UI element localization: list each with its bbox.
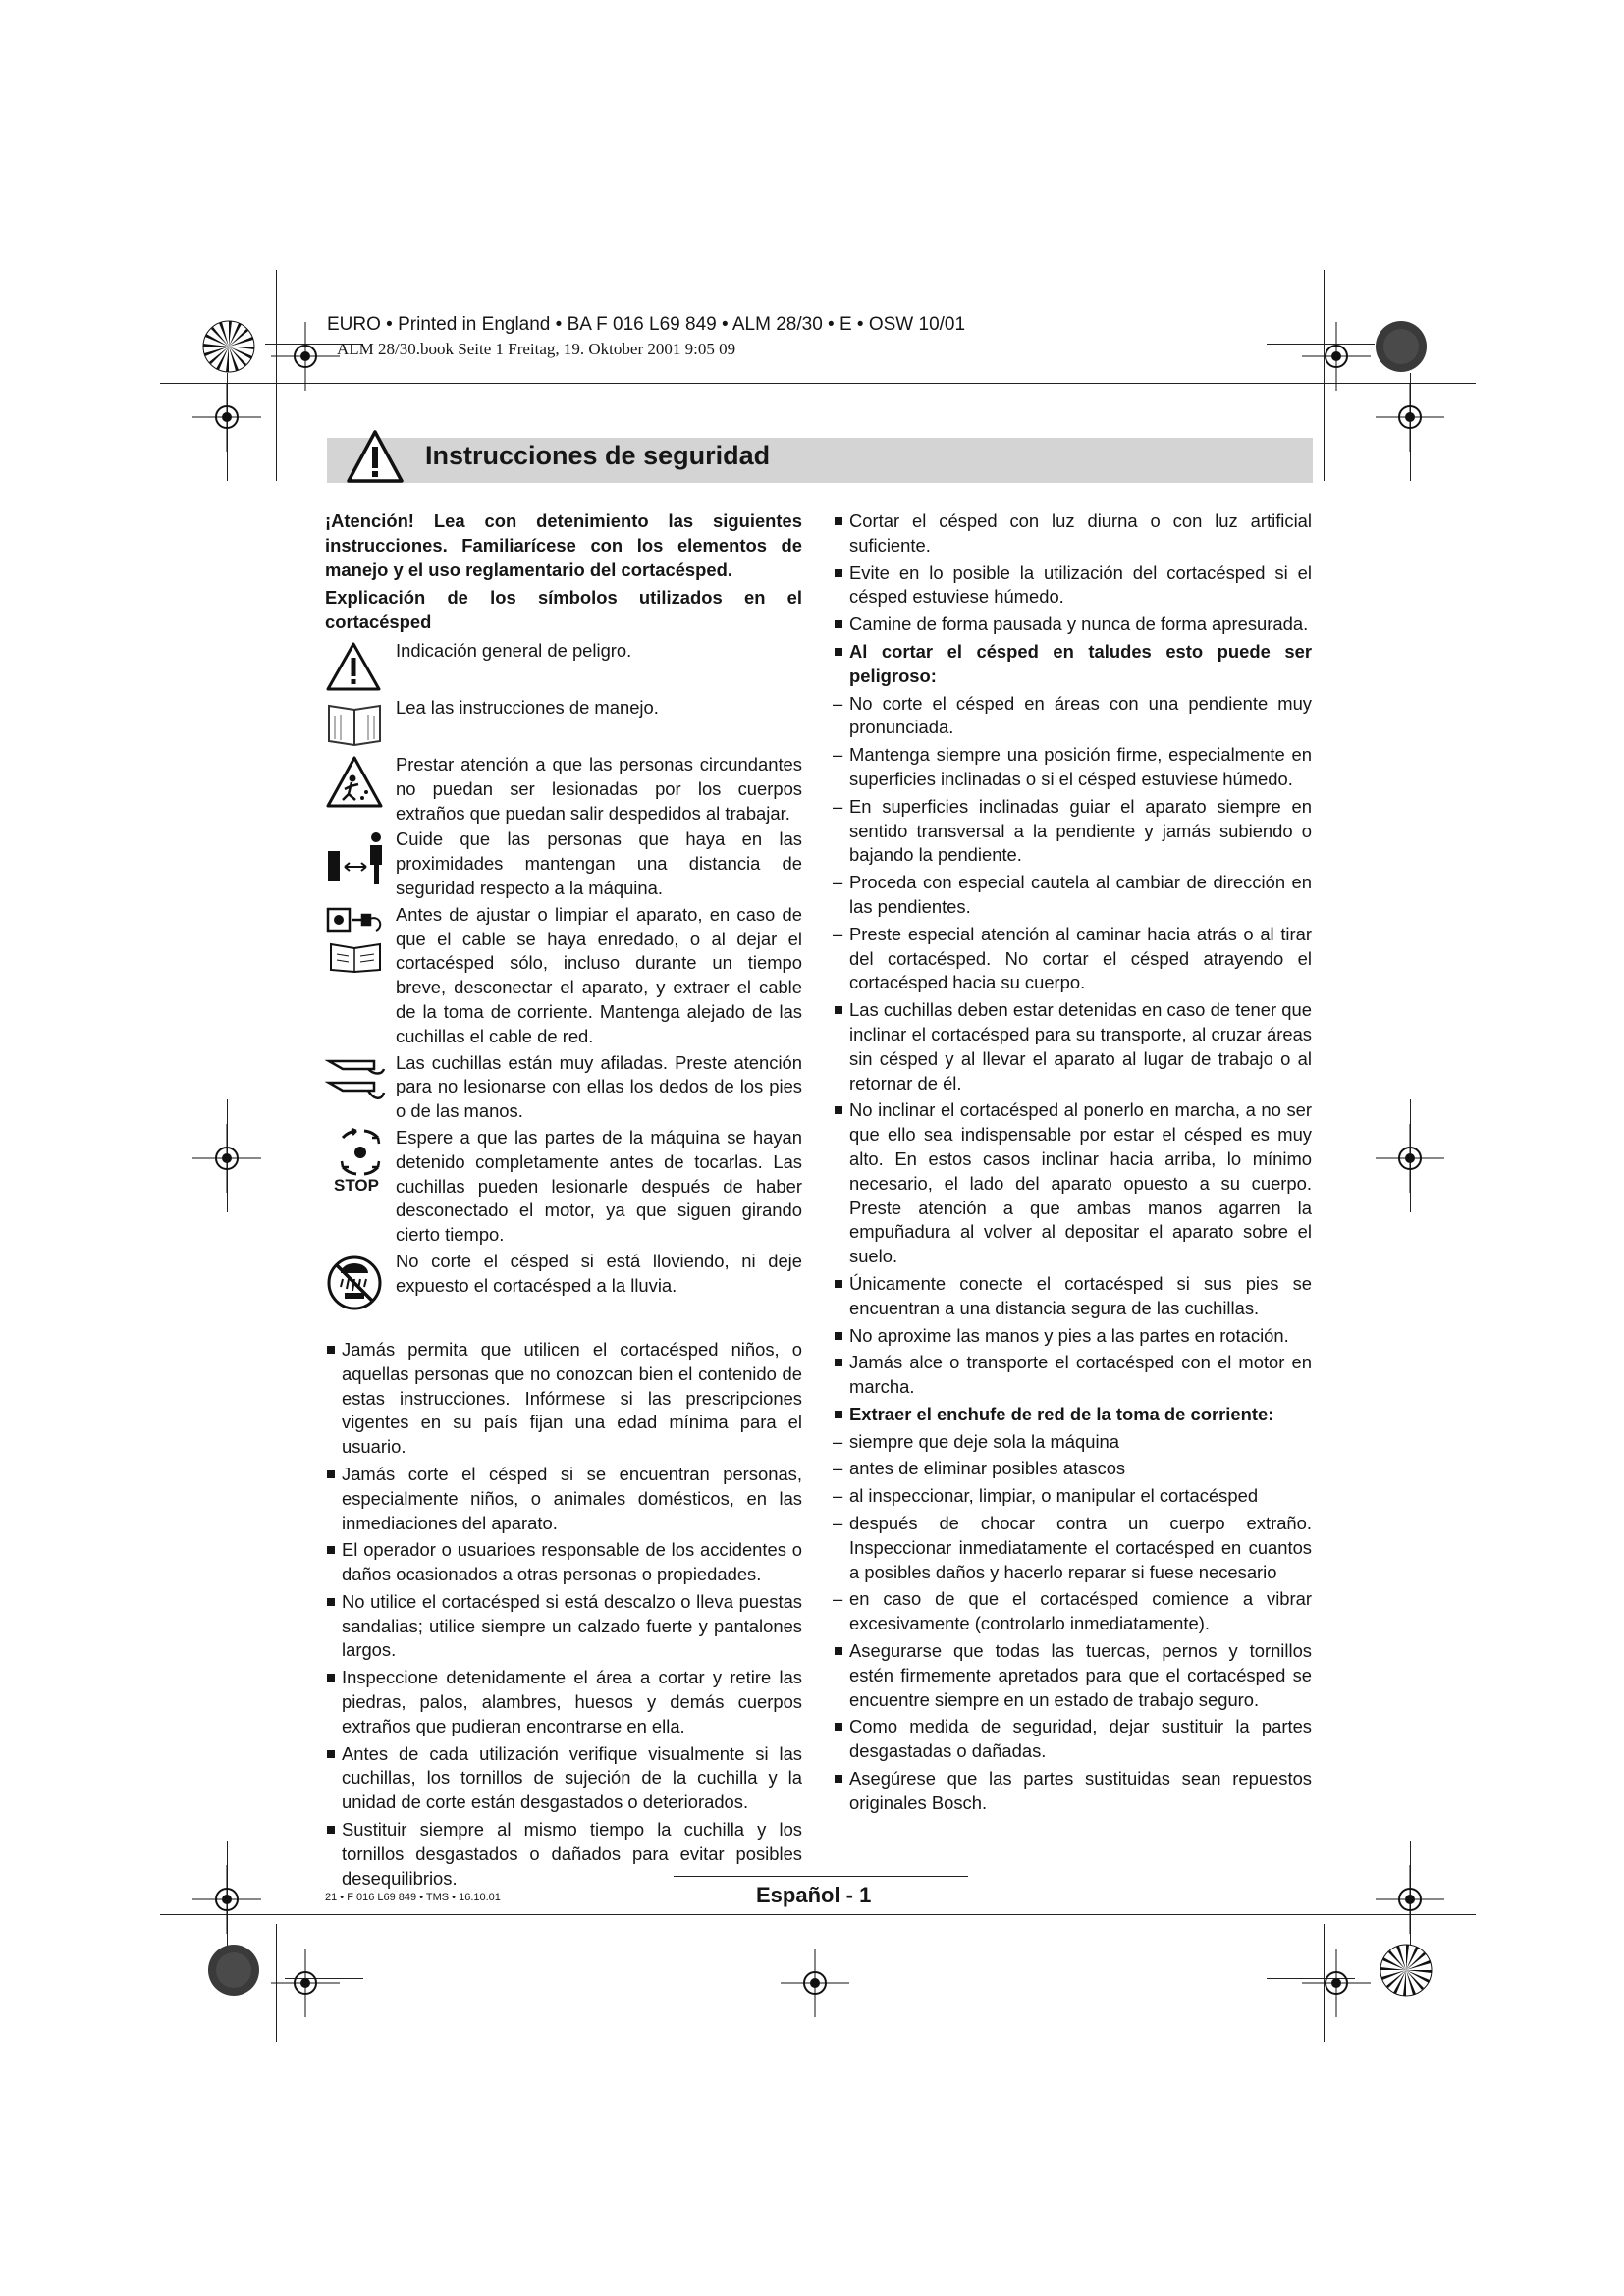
manual-book-icon [325,698,384,747]
registration-mark-icon [1376,383,1444,452]
symbol-entry [325,828,802,900]
plug-heading: Extraer el enchufe de red de la toma de corriente: [833,1403,1312,1427]
list-item: – en caso de que el cortacésped comience a vibrar excesivamente (controlarlo inmediatamente). [833,1587,1312,1636]
list-item: – En superficies inclinadas guiar el aparato siempre en sentido transversal a la pendiente y jamás subiendo o bajando la pendiente. [833,795,1312,868]
list-item: No utilice el cortacésped si está descalzo o lleva puestas sandalias; utilice siempre un calzado fuerte y pantalones largos. [325,1590,802,1663]
list-item: Camine de forma pausada y nunca de forma apresurada. [833,613,1312,637]
sharp-blades-icon [325,1053,388,1108]
crop-line-bottom [160,1914,1476,1915]
symbol-text: Antes de ajustar o limpiar el aparato, en caso de que el cable se haya enredado, o al dejar el cortacésped sólo, incluso durante un tiempo breve, desconectar el aparato, y extraer el cable de la toma de corriente. Mantenga alejado de las cuchillas el cable de red. [396,903,802,1046]
list-item: Únicamente conecte el cortacésped si sus pies se encuentran a una distancia segura de las cuchillas. [833,1272,1312,1321]
registration-mark-icon [1376,1865,1444,1934]
list-item: Asegúrese que las partes sustituidas sean repuestos originales Bosch. [833,1767,1312,1816]
symbol-text: Prestar atención a que las personas circundantes no puedan ser lesionadas por los cuerpos extraños que puedan salir despedidos al trabajar. [396,753,802,824]
list-item: No aproxime las manos y pies a las partes en rotación. [833,1324,1312,1349]
registration-mark-icon [781,1949,849,2017]
symbol-text: Lea las instrucciones de manejo. [396,696,659,718]
list-item: Evite en lo posible la utilización del cortacésped si el césped estuviese húmedo. [833,561,1312,611]
list-item: Como medida de seguridad, dejar sustituir la partes desgastadas o dañadas. [833,1715,1312,1764]
left-column [325,509,802,1894]
list-item: Inspeccione detenidamente el área a cortar y retire las piedras, palos, alambres, huesos y demás cuerpos extraños que pudieran encontrarse en ella. [325,1666,802,1738]
symbol-entry [325,1051,802,1124]
list-item: Las cuchillas deben estar detenidas en caso de tener que inclinar el cortacésped para su transporte, al cruzar áreas sin césped y al llevar el aparato al lugar de trabajo o al retornar de él. [833,998,1312,1095]
list-item: – al inspeccionar, limpiar, o manipular el cortacésped [833,1484,1312,1509]
list-item: – Preste especial atención al caminar hacia atrás o al tirar del cortacésped. No cortar el césped atrayendo el cortacésped hacia su cuerpo. [833,923,1312,995]
footer-rule [674,1876,968,1877]
symbol-entry [325,639,802,694]
symbol-text: Espere a que las partes de la máquina se hayan detenido completamente antes de tocarlas. Las cuchillas pueden lesionarle después de haber desconectado el motor, ya que siguen girando cierto tiempo. [396,1126,802,1246]
no-rain-icon [325,1252,384,1310]
registration-mark-icon [1302,1949,1371,2017]
list-item: – Proceda con especial cautela al cambiar de dirección en las pendientes. [833,871,1312,920]
symbol-text: No corte el césped si está lloviendo, ni deje expuesto el cortacésped a la lluvia. [396,1250,802,1296]
registration-mark-icon [192,383,261,452]
warning-triangle-icon [346,429,405,484]
list-item: No inclinar el cortacésped al ponerlo en marcha, a no ser que ello sea indispensable por estar el césped es muy alto. En estos casos inclinar hacia arriba, lo mínimo necesario, el lado del aparato opuesto a su cuerpo. Preste atención a que ambas manos agarren la empuñadura al volver al depositar el aparato sobre el suelo. [833,1098,1312,1269]
warning-triangle-icon [325,641,382,692]
gray-target-icon [1375,320,1428,373]
page-number: Español - 1 [756,1883,872,1907]
list-item: – antes de eliminar posibles atascos [833,1457,1312,1481]
book-header-line: ALM 28/30.book Seite 1 Freitag, 19. Oktober 2001 9:05 09 [337,340,736,358]
stop-label: STOP [334,1175,379,1195]
star-target-icon [202,320,255,373]
safe-distance-icon [325,829,388,888]
list-item: El operador o usuarioes responsable de los accidentes o daños ocasionados a otras personas o propiedades. [325,1538,802,1587]
symbols-heading: Explicación de los símbolos utilizados en el cortacésped [325,587,802,633]
right-column [833,509,1312,1819]
symbol-entry [325,1126,802,1248]
attention-text: ¡Atención! Lea con detenimiento las siguientes instrucciones. Familiarícese con los elementos de manejo y el uso reglamentario del cortacésped. [325,510,802,580]
symbol-entry [325,696,802,751]
list-item: – después de chocar contra un cuerpo extraño. Inspeccionar inmediatamente el cortacésped en cuantos a posibles daños y hacerlo reparar si fuese necesario [833,1512,1312,1584]
symbol-text: Las cuchillas están muy afiladas. Preste atención para no lesionarse con ellas los dedos de los pies o de las manos. [396,1051,802,1122]
list-item: – siempre que deje sola la máquina [833,1430,1312,1455]
symbol-entry [325,753,802,826]
list-item: – No corte el césped en áreas con una pendiente muy pronunciada. [833,692,1312,741]
stop-rotation-icon [333,1128,388,1177]
page-title: Instrucciones de seguridad [425,441,771,470]
list-item: Antes de cada utilización verifique visualmente si las cuchillas, los tornillos de sujeción de la cuchilla y la unidad de corte están desgastados o deteriorados. [325,1742,802,1815]
unplug-icon [325,905,388,974]
list-item: Jamás corte el césped si se encuentran personas, especialmente niños, o animales domésticos, en las inmediaciones del aparato. [325,1463,802,1535]
registration-mark-icon [192,1865,261,1934]
gray-target-icon [207,1944,260,1997]
symbol-entry [325,1250,802,1314]
registration-mark-icon [1376,1124,1444,1193]
symbol-text: Cuide que las personas que haya en las proximidades mantengan una distancia de seguridad respecto a la máquina. [396,828,802,898]
list-item: – Mantenga siempre una posición firme, especialmente en superficies inclinadas o si el césped estuviese húmedo. [833,743,1312,792]
symbol-entry [325,903,802,1049]
registration-mark-icon [192,1124,261,1193]
list-item: Cortar el césped con luz diurna o con luz artificial suficiente. [833,509,1312,559]
print-header-line: EURO • Printed in England • BA F 016 L69 849 • ALM 28/30 • E • OSW 10/01 [327,314,966,335]
star-target-icon [1380,1944,1433,1997]
symbol-text: Indicación general de peligro. [396,639,632,661]
slopes-heading: Al cortar el césped en taludes esto puede ser peligroso: [833,640,1312,689]
list-item: Jamás permita que utilicen el cortacésped niños, o aquellas personas que no conozcan bien el contenido de estas instrucciones. Infórmese si las prescripciones vigentes en su país fijan una edad mínima para el usuario. [325,1338,802,1460]
footer-code: 21 • F 016 L69 849 • TMS • 16.10.01 [325,1892,501,1903]
crop-line-top [160,383,1476,384]
list-item: Asegurarse que todas las tuercas, pernos y tornillos estén firmemente apretados para que el cortacésped se encuentre siempre en un estado de trabajo seguro. [833,1639,1312,1712]
thrown-objects-icon [325,755,384,810]
registration-mark-icon [271,1949,340,2017]
list-item: Jamás alce o transporte el cortacésped con el motor en marcha. [833,1351,1312,1400]
list-item: Sustituir siempre al mismo tiempo la cuchilla y los tornillos desgastados o dañados para evitar posibles desequilibrios. [325,1818,802,1891]
registration-mark-icon [1302,322,1371,391]
